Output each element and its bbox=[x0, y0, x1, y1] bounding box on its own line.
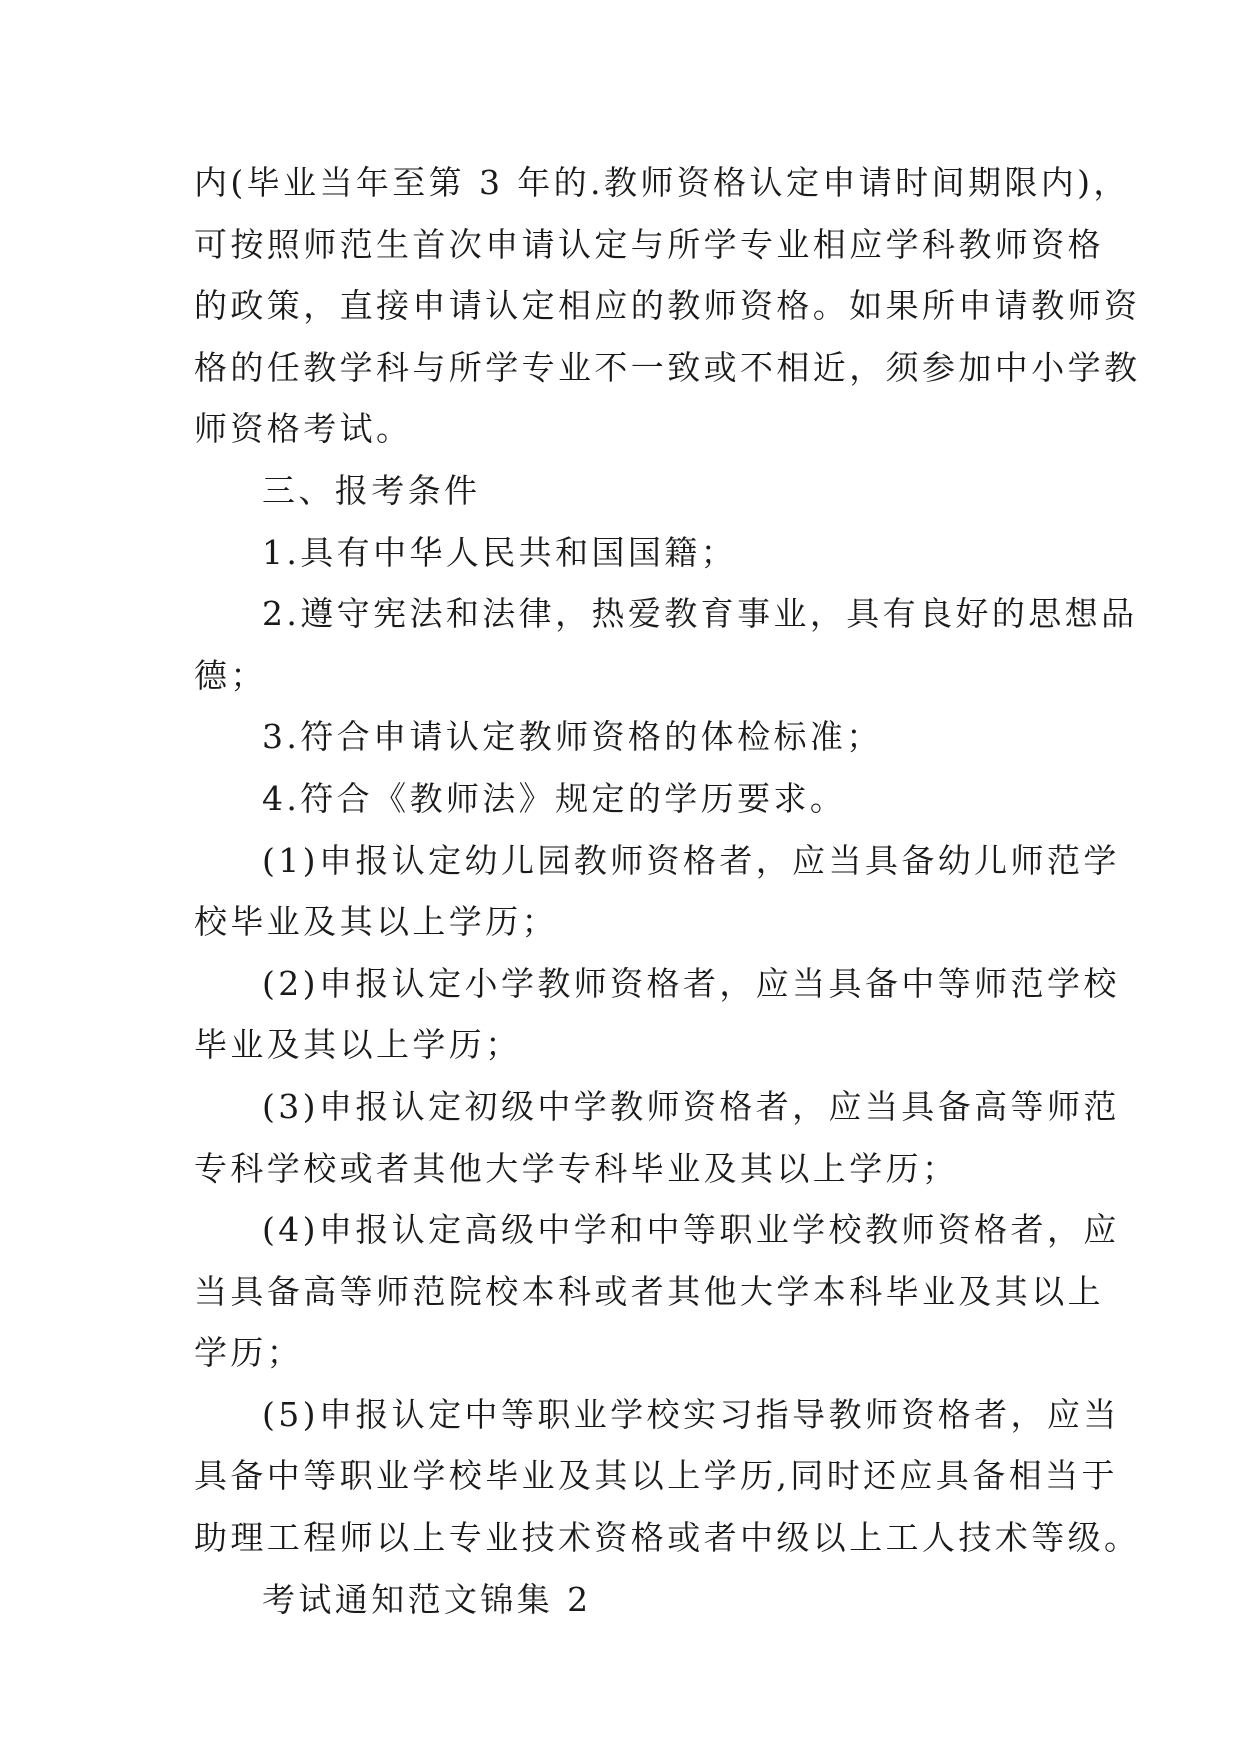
text-line: 校毕业及其以上学历； bbox=[194, 902, 558, 942]
section-title: 考试通知范文锦集 2 bbox=[262, 1579, 592, 1619]
text-line: 格的任教学科与所学专业不一致或不相近，须参加中小学教 bbox=[194, 347, 1141, 387]
text-line: 可按照师范生首次申请认定与所学专业相应学科教师资格 bbox=[194, 224, 1104, 264]
text-line: (5)申报认定中等职业学校实习指导教师资格者，应当 bbox=[262, 1394, 1120, 1434]
text-line: 4.符合《教师法》规定的学历要求。 bbox=[262, 778, 847, 818]
text-line: (1)申报认定幼儿园教师资格者，应当具备幼儿师范学 bbox=[262, 840, 1120, 880]
text-line: 3.符合申请认定教师资格的体检标准； bbox=[262, 717, 883, 757]
text-line: 具备中等职业学校毕业及其以上学历,同时还应具备相当于 bbox=[194, 1456, 1118, 1496]
text-line: (4)申报认定高级中学和中等职业学校教师资格者，应 bbox=[262, 1210, 1120, 1250]
text-line: 的政策，直接申请认定相应的教师资格。如果所申请教师资 bbox=[194, 286, 1141, 326]
text-line: 助理工程师以上专业技术资格或者中级以上工人技术等级。 bbox=[194, 1518, 1141, 1558]
text-line: 学历； bbox=[194, 1333, 304, 1373]
text-line: 内(毕业当年至第 3 年的.教师资格认定申请时间期限内)， bbox=[194, 163, 1130, 202]
text-line: 当具备高等师范院校本科或者其他大学本科毕业及其以上 bbox=[194, 1271, 1104, 1311]
section-heading: 三、报考条件 bbox=[262, 470, 481, 510]
text-line: 师资格考试。 bbox=[194, 409, 413, 449]
text-line: 毕业及其以上学历； bbox=[194, 1025, 522, 1065]
text-line: (3)申报认定初级中学教师资格者，应当具备高等师范 bbox=[262, 1086, 1120, 1126]
text-line: 专科学校或者其他大学专科毕业及其以上学历； bbox=[194, 1148, 959, 1188]
text-line: 2.遵守宪法和法律，热爱教育事业，具有良好的思想品 bbox=[262, 594, 1138, 634]
text-line: (2)申报认定小学教师资格者，应当具备中等师范学校 bbox=[262, 963, 1120, 1003]
document-body bbox=[194, 152, 1141, 1630]
text-line: 1.具有中华人民共和国国籍； bbox=[262, 532, 738, 572]
text-line: 德； bbox=[194, 655, 267, 695]
